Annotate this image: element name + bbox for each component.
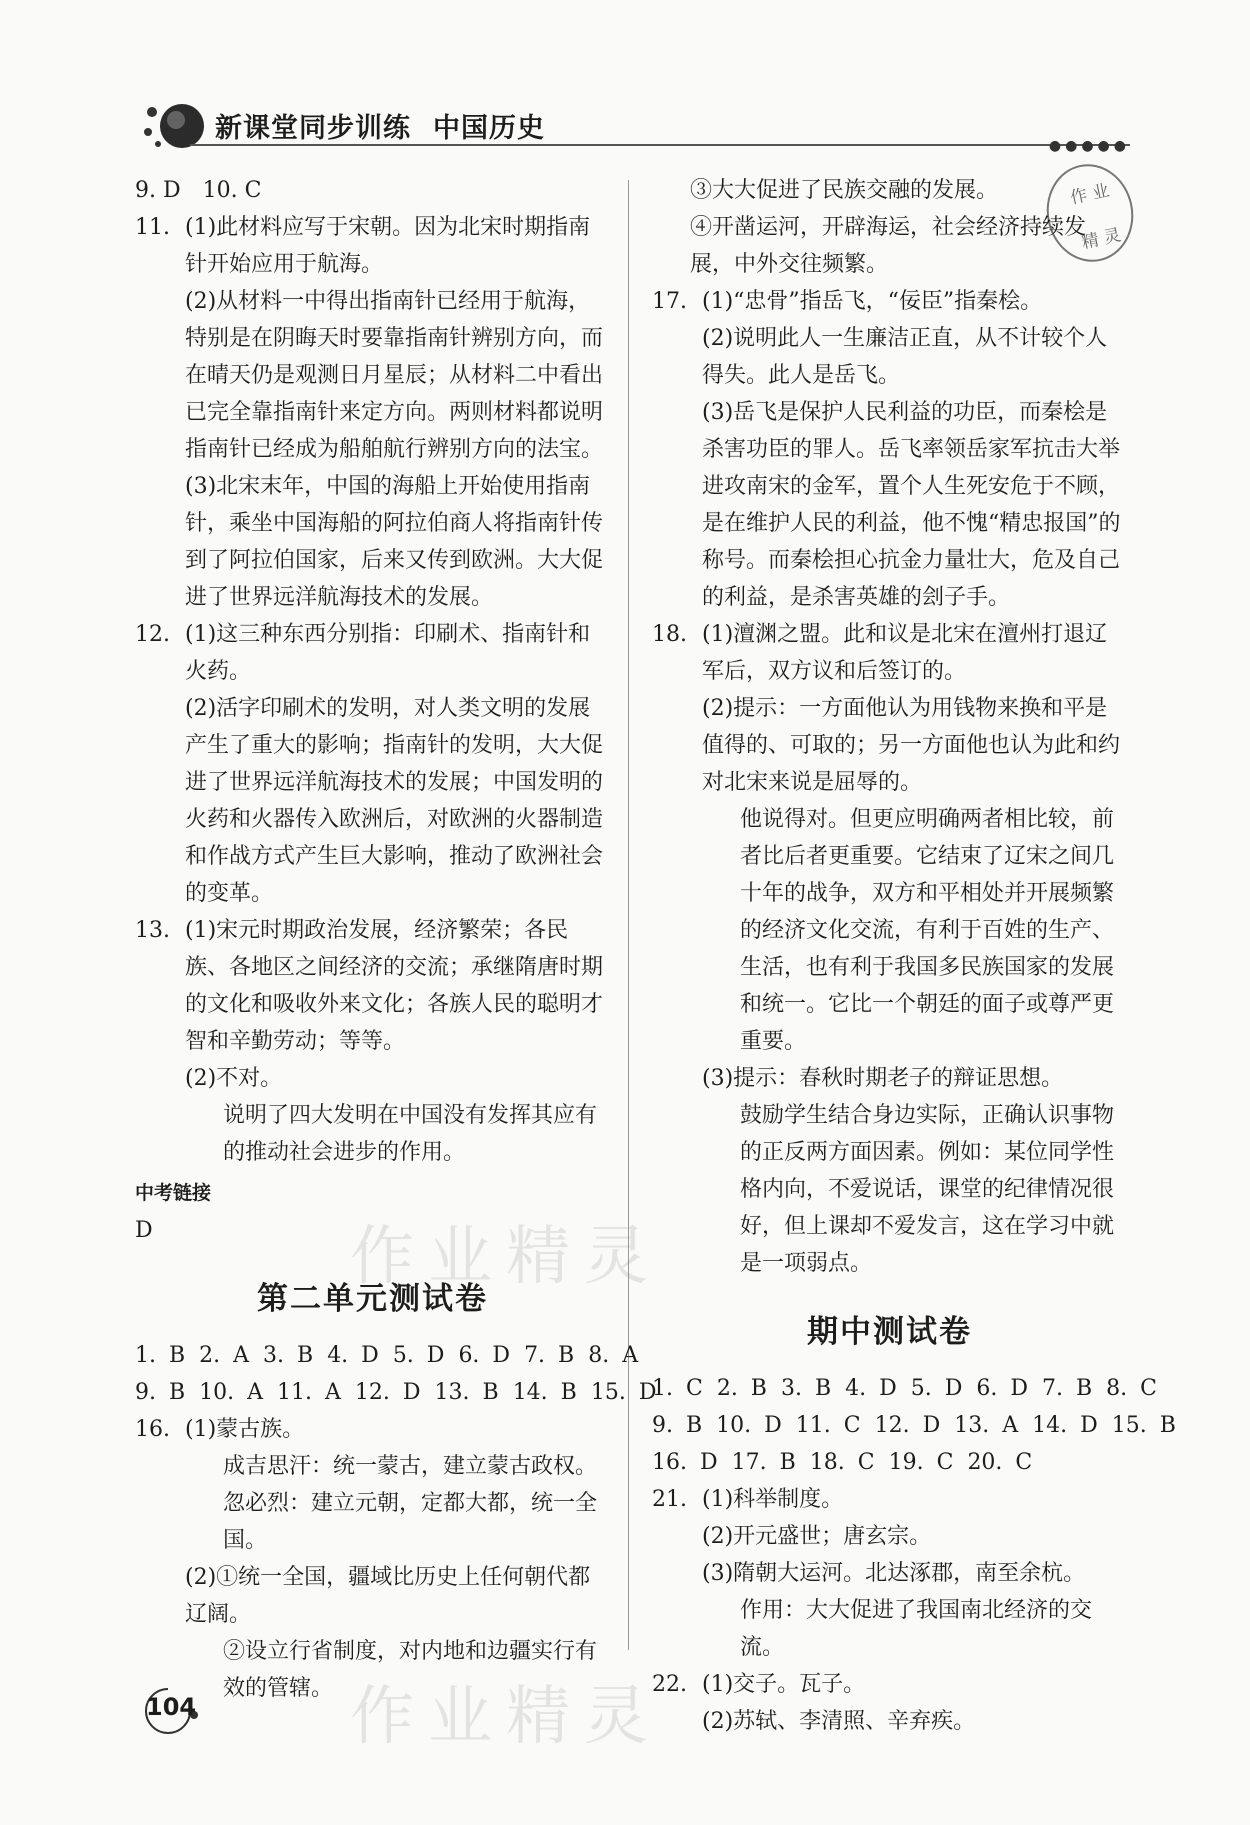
answer-item: 2. A (199, 1343, 250, 1368)
answer-item: 8. A (588, 1343, 639, 1368)
answer-text: (2)提示：一方面他认为用钱物来换和平是值得的、可取的；另一方面他也认为此和约对北宋来说是屈辱的。 (702, 696, 1121, 795)
svg-text:精 灵: 精 灵 (1080, 225, 1123, 254)
answer-item: 20. C (967, 1450, 1033, 1475)
answer-item: 11. A (277, 1380, 341, 1405)
question-11 (135, 209, 610, 616)
answer-item: 9. B (135, 1380, 186, 1405)
answer-text: (1)科举制度。 (702, 1487, 844, 1512)
answer-row (652, 1370, 1157, 1407)
answer-line: 9. D 10. C (135, 178, 262, 203)
answer-text: (3)隋朝大运河。北达涿郡，南至余杭。 (702, 1561, 1086, 1586)
answer-text: 说明了四大发明在中国没有发挥其应有的推动社会进步的作用。 (223, 1103, 598, 1165)
answer-row (135, 1374, 657, 1411)
answer-item: 16. D (652, 1450, 718, 1475)
answer-text: (3)提示：春秋时期老子的辩证思想。 (702, 1066, 1064, 1091)
answer-text: (1)交子。瓦子。 (702, 1672, 866, 1697)
answer-item: 10. D (716, 1413, 782, 1438)
answer-item: 8. C (1106, 1376, 1157, 1401)
watermark: 作业精灵 (350, 1680, 662, 1754)
answer-text: 鼓励学生结合身边实际，正确认识事物的正反两方面因素。例如：某位同学性格内向，不爱说话，课堂的纪律情况很好，但上课却不爱发言，这在学习中就是一项弱点。 (740, 1103, 1115, 1276)
answer-text: (1)澶渊之盟。此和议是北宋在澶州打退辽军后，双方议和后签订的。 (702, 622, 1108, 684)
answer-text: 作用：大大促进了我国南北经济的交流。 (740, 1598, 1093, 1660)
answer-item: 14. B (512, 1380, 577, 1405)
answer-item: 18. C (809, 1450, 875, 1475)
svg-text:作 业: 作 业 (1068, 180, 1112, 209)
answer-item: 1. B (135, 1343, 186, 1368)
answer-text: (1)蒙古族。 (185, 1417, 305, 1442)
answer-text: (2)开元盛世；唐玄宗。 (702, 1524, 932, 1549)
question-13 (135, 912, 610, 1171)
answer-text: (2)不对。 (185, 1066, 283, 1091)
answer-text: 忽必烈：建立元朝，定都大都，统一全国。 (223, 1491, 598, 1553)
question-number: 21. (652, 1487, 687, 1512)
answer-text: (3)北宋末年，中国的海船上开始使用指南针，乘坐中国海船的阿拉伯商人将指南针传到了阿拉伯国家，后来又传到欧洲。大大促进了世界远洋航海技术的发展。 (185, 474, 604, 610)
answer-row (135, 1337, 639, 1374)
page-number-badge (138, 1683, 198, 1739)
answer-item: 17. B (731, 1450, 796, 1475)
question-number: 22. (652, 1672, 687, 1697)
answer-text: (1)此材料应写于宋朝。因为北宋时期指南针开始应用于航海。 (185, 215, 591, 277)
answer-item: 11. C (795, 1413, 861, 1438)
question-number: 12. (135, 622, 170, 647)
answer-item: 6. D (976, 1376, 1029, 1401)
question-number: 11. (135, 215, 170, 240)
answer-item: 15. D (590, 1380, 657, 1405)
answer-item: 13. A (954, 1413, 1019, 1438)
question-number: 16. (135, 1417, 170, 1442)
question-number: 13. (135, 918, 170, 943)
answer-row (652, 1407, 1176, 1444)
answer-item: 9. B (652, 1413, 703, 1438)
answer-item: 14. D (1032, 1413, 1098, 1438)
answer-text: (2)说明此人一生廉洁正直，从不计较个人得失。此人是岳飞。 (702, 326, 1108, 388)
answer-item: 7. B (524, 1343, 575, 1368)
answer-item: 12. D (354, 1380, 421, 1405)
left-column (135, 172, 657, 1707)
page-number: 104 (146, 1693, 197, 1721)
question-12 (135, 616, 610, 912)
answer-row (652, 1444, 1127, 1481)
header-rule (190, 144, 1130, 146)
question-18 (652, 616, 1127, 1282)
answer-text: (1)“忠骨”指岳飞，“佞臣”指秦桧。 (702, 289, 1043, 314)
answer-item: 5. D (392, 1343, 445, 1368)
answer-item: 2. B (716, 1376, 767, 1401)
header-dots-icon: ●●●●● (1048, 138, 1130, 154)
answer-text: (3)岳飞是保护人民利益的功臣，而秦桧是杀害功臣的罪人。岳飞率领岳家军抗击大举进攻南宋的金军，置个人生死安危于不顾，是在维护人民的利益，他不愧“精忠报国”的称号。而秦桧担心抗金力量壮大，危及自己的利益，是杀害英雄的刽子手。 (702, 400, 1121, 610)
question-21 (652, 1481, 1127, 1666)
answer-text: (1)宋元时期政治发展，经济繁荣；各民族、各地区之间经济的交流；承继隋唐时期的文化和吸收外来文化；各族人民的聪明才智和辛勤劳动；等等。 (185, 918, 604, 1054)
answer-item: 4. D (327, 1343, 379, 1368)
answer-text: (2)从材料一中得出指南针已经用于航海，特别是在阴晦天时要靠指南针辨别方向，而在晴天仍是观测日月星辰；从材料二中看出已完全靠指南针来定方向。两则材料都说明指南针已经成为船舶航行辨别方向的法宝。 (185, 289, 604, 462)
answer-item: 12. D (874, 1413, 941, 1438)
answer-item: 6. D (458, 1343, 511, 1368)
section-title-unit2: 第二单元测试卷 (257, 1281, 488, 1317)
answer-item: 3. B (263, 1343, 314, 1368)
answer-text: (2)活字印刷术的发明，对人类文明的发展产生了重大的影响；指南针的发明，大大促进了世界远洋航海技术的发展；中国发明的火药和火器传入欧洲后，对欧洲的火器制造和作战方式产生巨大影响，推动了欧洲社会的变革。 (185, 696, 604, 906)
question-number: 18. (652, 622, 687, 647)
answer-text: (2)①统一全国，疆域比历史上任何朝代都辽阔。 (185, 1565, 591, 1627)
answer-item: 13. B (434, 1380, 499, 1405)
question-17 (652, 283, 1127, 616)
question-22 (652, 1666, 1127, 1740)
exam-link-answer: D (135, 1218, 153, 1243)
answer-item: 15. B (1111, 1413, 1176, 1438)
header-title: 新课堂同步训练 中国历史 (215, 113, 545, 144)
answer-text: (2)苏轼、李清照、辛弃疾。 (702, 1709, 976, 1734)
answer-item: 5. D (910, 1376, 963, 1401)
question-number: 17. (652, 289, 687, 314)
answer-text: ③大大促进了民族交融的发展。 (690, 178, 999, 203)
answer-item: 7. B (1042, 1376, 1093, 1401)
header-subject: 中国历史 (433, 113, 545, 144)
page-header (130, 96, 1130, 156)
answer-item: 1. C (652, 1376, 703, 1401)
column-divider (628, 180, 629, 1650)
answer-text: (1)这三种东西分别指：印刷术、指南针和火药。 (185, 622, 591, 684)
watermark: 作业精灵 (350, 1220, 662, 1294)
answer-item: 10. A (199, 1380, 264, 1405)
answer-text: 他说得对。但更应明确两者相比较，前者比后者更重要。它结束了辽宋之间几十年的战争，双方和平相处并开展频繁的经济文化交流，有利于百姓的生产、生活，也有利于我国多民族国家的发展和统一。它比一个朝廷的面子或尊严更重要。 (740, 807, 1115, 1054)
section-title-midterm: 期中测试卷 (807, 1314, 972, 1350)
answer-text: ④开凿运河，开辟海运，社会经济持续发展，中外交往频繁。 (690, 215, 1087, 277)
exam-link-heading: 中考链接 (135, 1182, 212, 1204)
answer-item: 19. C (888, 1450, 954, 1475)
right-column (652, 172, 1176, 1740)
answer-item: 3. B (780, 1376, 832, 1401)
answer-item: 4. D (845, 1376, 897, 1401)
answer-text: ②设立行省制度，对内地和边疆实行有效的管辖。 (223, 1639, 598, 1701)
question-16 (135, 1411, 610, 1707)
answer-text: 成吉思汗：统一蒙古，建立蒙古政权。 (223, 1454, 598, 1479)
